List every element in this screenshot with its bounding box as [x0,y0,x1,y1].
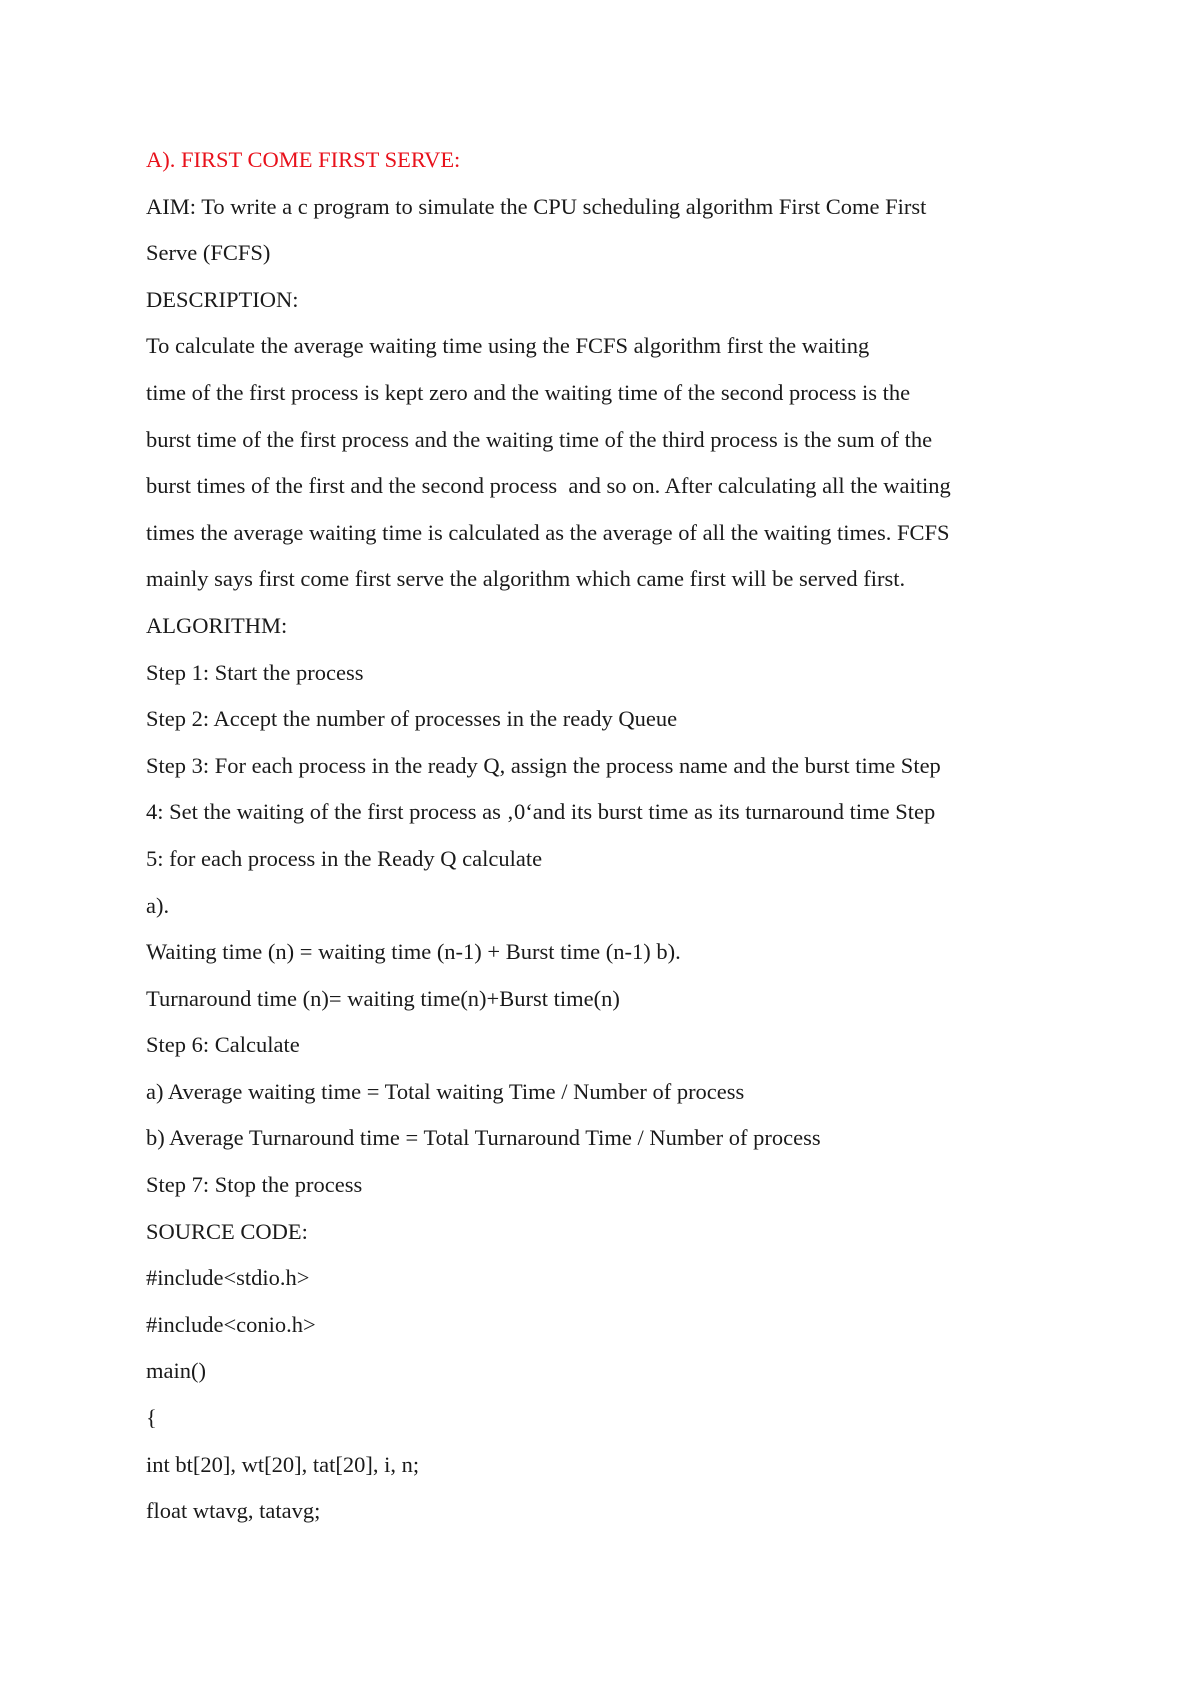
aim-line-2: Serve (FCFS) [146,240,271,266]
code-line-include-conio: #include<conio.h> [146,1311,316,1337]
step-5-a: a). [146,892,170,918]
step-7: Step 7: Stop the process [146,1172,363,1198]
algorithm-label: ALGORITHM: [146,612,288,638]
description-line-2: time of the first process is kept zero and the waiting time of the second process is the [146,379,911,405]
description-line-4: burst times of the first and the second process and so on. After calculating all the waiting [146,473,951,499]
code-line-int-declaration: int bt[20], wt[20], tat[20], i, n; [146,1451,420,1477]
code-line-main: main() [146,1358,206,1384]
step-5: 5: for each process in the Ready Q calculate [146,845,543,871]
step-6: Step 6: Calculate [146,1032,300,1058]
code-line-float-declaration: float wtavg, tatavg; [146,1498,321,1524]
waiting-time-formula: Waiting time (n) = waiting time (n-1) + Burst time (n-1) b). [146,939,681,965]
turnaround-time-formula: Turnaround time (n)= waiting time(n)+Burst time(n) [146,985,620,1011]
description-line-3: burst time of the first process and the waiting time of the third process is the sum of the [146,426,933,452]
source-code-label: SOURCE CODE: [146,1218,308,1244]
section-heading: A). FIRST COME FIRST SERVE: [146,147,461,172]
average-waiting-formula: a) Average waiting time = Total waiting Time / Number of process [146,1078,745,1104]
aim-line-1: AIM: To write a c program to simulate the CPU scheduling algorithm First Come First [146,193,927,219]
step-1: Step 1: Start the process [146,659,364,685]
description-label: DESCRIPTION: [146,286,299,312]
description-line-5: times the average waiting time is calculated as the average of all the waiting times. FCFS [146,519,950,545]
step-2: Step 2: Accept the number of processes in the ready Queue [146,706,678,732]
step-3: Step 3: For each process in the ready Q, assign the process name and the burst time Step [146,752,941,778]
average-turnaround-formula: b) Average Turnaround time = Total Turnaround Time / Number of process [146,1125,821,1151]
document-body [146,144,1046,1542]
description-line-6: mainly says first come first serve the algorithm which came first will be served first. [146,566,906,592]
step-4: 4: Set the waiting of the first process as ‚0‘and its burst time as its turnaround time Step [146,799,936,825]
code-line-include-stdio: #include<stdio.h> [146,1265,310,1291]
description-line-1: To calculate the average waiting time using the FCFS algorithm first the waiting [146,333,870,359]
code-line-open-brace: { [146,1405,157,1431]
